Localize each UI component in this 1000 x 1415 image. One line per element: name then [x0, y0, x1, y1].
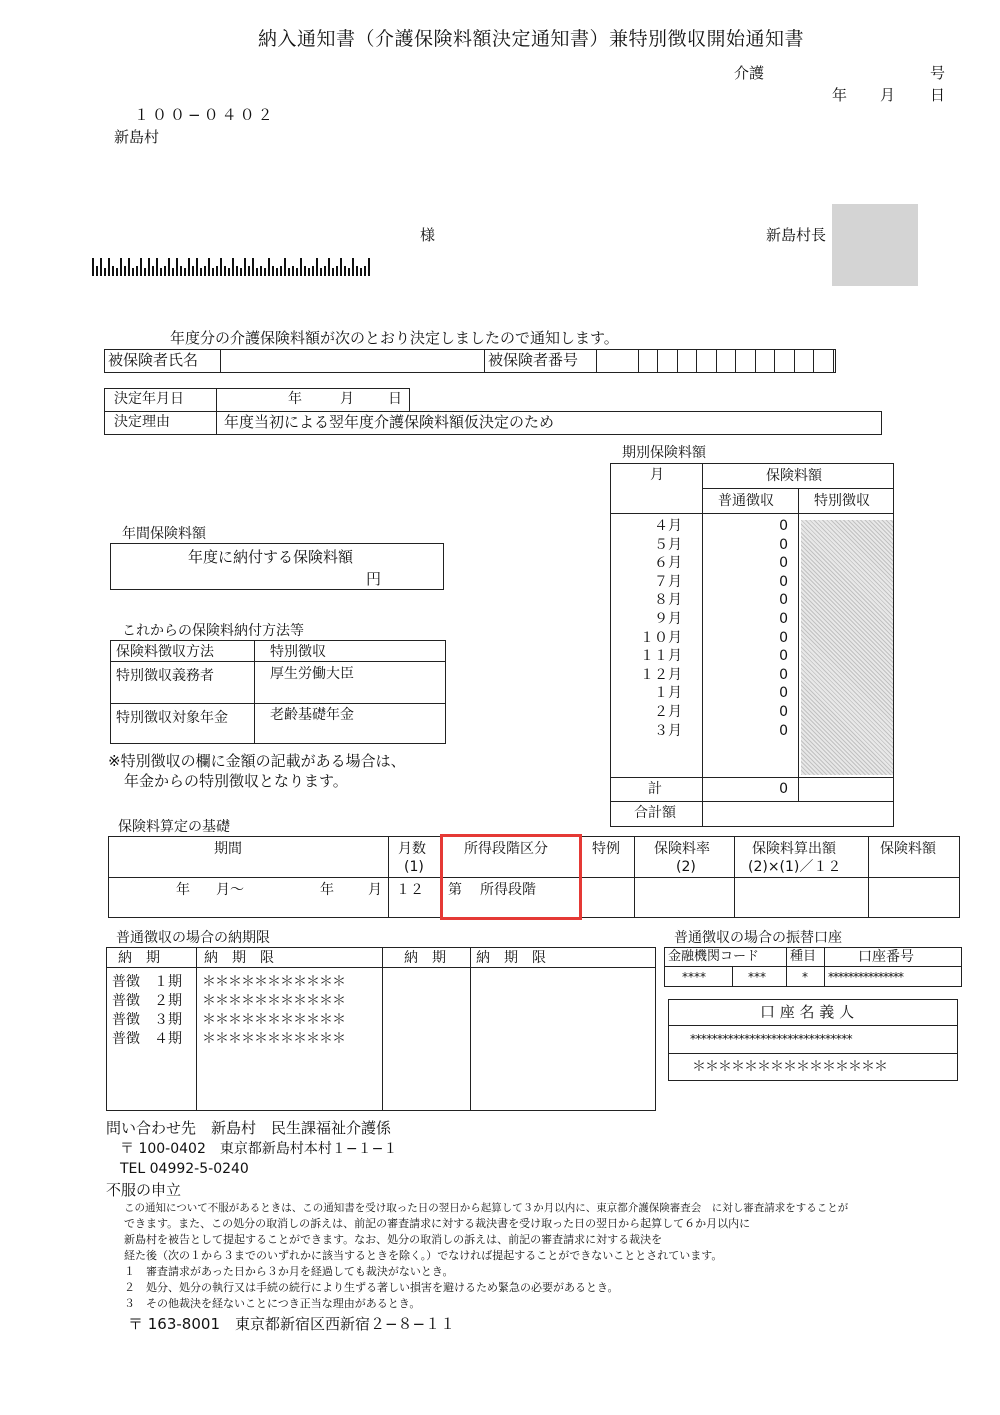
decision-date-tsuki: 月: [340, 391, 354, 407]
periodic-col-special: 特別徴収: [814, 493, 870, 509]
annual-section-label: 年間保険料額: [122, 526, 206, 542]
periodic-section-label: 期別保険料額: [622, 445, 706, 461]
payment-note-1: ※特別徴収の欄に金額の記載がある場合は、: [108, 752, 406, 770]
appeal-line-4: 経た後（次の１から３までのいずれかに該当するときを除く。）でなければ提起することができないこととされています。: [124, 1249, 723, 1263]
gou-label: 号: [930, 64, 946, 82]
deadline-period-2: 普徴 ２期: [112, 993, 182, 1009]
periodic-col-premium: 保険料額: [766, 468, 822, 484]
header-date-tsuki: 月: [880, 86, 896, 104]
periodic-month-label: ６月: [654, 555, 682, 572]
payment-row-label-3: 特別徴収対象年金: [116, 710, 228, 726]
periodic-month-label: ８月: [654, 592, 682, 609]
postal-code: １００−０４０２: [134, 106, 276, 124]
appeal-title: 不服の申立: [106, 1181, 182, 1199]
intro-text: 年度分の介護保険料額が次のとおり決定しましたので通知します。: [170, 329, 619, 347]
periodic-month-label: ３月: [654, 722, 682, 739]
account-col-type: 種目: [790, 949, 817, 964]
village-name: 新島村: [114, 128, 160, 146]
basis-col-calc: 保険料算出額: [752, 841, 836, 857]
deadlines-table: [106, 947, 656, 1111]
document-title: 納入通知書（介護保険料額決定通知書）兼特別徴収開始通知書: [258, 28, 805, 50]
deadline-date-2: ＊＊＊＊＊＊＊＊＊＊＊: [202, 993, 345, 1009]
annual-row-label: 年度に納付する保険料額: [188, 548, 354, 566]
periodic-normal-value: 0: [779, 555, 788, 572]
decision-date-nen: 年: [288, 391, 302, 407]
periodic-normal-value: 0: [779, 722, 788, 739]
deadlines-col-nouki2: 納 期: [404, 950, 446, 966]
basis-row-nen2: 年: [320, 882, 334, 898]
periodic-normal-value: 0: [779, 648, 788, 665]
basis-col-special: 特例: [592, 841, 620, 857]
payment-note-2: 年金からの特別徴収となります。: [124, 772, 348, 790]
periodic-month-label: ２月: [654, 704, 682, 720]
income-level-highlight: [440, 834, 582, 920]
appeal-line-7: ３ その他裁決を経ないことにつき正当な理由があるとき。: [124, 1296, 421, 1310]
basis-col-period: 期間: [214, 841, 242, 857]
appeal-line-3: 新島村を被告として提起することができます。なお、処分の取消しの訴えは、前記の審査請求に対する裁決を: [124, 1233, 663, 1247]
header-date-nen: 年: [832, 86, 848, 104]
insured-name-label: 被保険者氏名: [108, 351, 199, 369]
payment-row-label-1: 保険料徴収方法: [116, 644, 214, 660]
basis-col-premium: 保険料額: [880, 841, 936, 857]
basis-col-income: 所得段階区分: [464, 841, 548, 857]
deadlines-col-nouki: 納 期: [118, 950, 160, 966]
basis-row-tsuki2: 月: [368, 882, 382, 898]
decision-date-hi: 日: [388, 391, 402, 407]
account-bank-val1: ****: [682, 970, 706, 984]
appeal-line-6: ２ 処分、処分の執行又は手続の続行により生ずる著しい損害を避けるため緊急の必要があるとき。: [124, 1280, 619, 1294]
deadline-period-4: 普徴 ４期: [112, 1031, 182, 1047]
periodic-col-normal: 普通徴収: [718, 493, 774, 509]
basis-row-nen1: 年: [176, 882, 190, 898]
appeal-line-1: この通知について不服があるときは、この通知書を受け取った日の翌日から起算して３か月以内に、東京都介護保険審査会 に対し審査請求をすることが: [124, 1202, 849, 1214]
periodic-month-label: １１月: [640, 648, 682, 665]
decision-reason-value: 年度当初による翌年度介護保険料額仮決定のため: [224, 413, 555, 431]
account-bank-val2: ***: [748, 970, 766, 984]
payment-section-label: これからの保険料納付方法等: [122, 623, 304, 639]
periodic-normal-value: 0: [779, 704, 788, 720]
periodic-month-label: ９月: [654, 611, 682, 627]
postal-barcode: [92, 258, 370, 276]
account-holder-line2: ＊＊＊＊＊＊＊＊＊＊＊＊＊＊＊: [692, 1059, 887, 1075]
kaigo-label: 介護: [734, 64, 765, 82]
periodic-col-month: 月: [650, 467, 664, 483]
mayor-label: 新島村長: [766, 226, 827, 244]
periodic-month-label: ５月: [654, 536, 682, 553]
basis-col-rate-sub: (2): [676, 859, 696, 875]
contact-label: 問い合わせ先 新島村 民生課福祉介護係: [106, 1119, 392, 1137]
basis-col-months: 月数: [398, 841, 426, 857]
decision-reason-label: 決定理由: [114, 414, 170, 430]
account-col-bank: 金融機関コード: [668, 949, 760, 964]
payment-row-label-2: 特別徴収義務者: [116, 668, 214, 684]
payment-row-value-2: 厚生労働大臣: [270, 666, 354, 682]
periodic-normal-value: 0: [779, 573, 788, 590]
account-type-val: *: [802, 970, 808, 984]
basis-section-label: 保険料算定の基礎: [118, 819, 230, 835]
account-section-label: 普通徴収の場合の振替口座: [674, 930, 842, 946]
basis-row-tsuki1: 月〜: [216, 882, 244, 898]
periodic-total-label: 計: [648, 781, 662, 797]
account-number-val: ***************: [828, 970, 903, 984]
periodic-normal-value: 0: [779, 685, 788, 702]
appeal-line-5: １ 審査請求があった日から３か月を経過しても裁決がないとき。: [124, 1265, 454, 1279]
basis-col-months-sub: (1): [404, 859, 424, 875]
deadlines-col-kigen: 納 期 限: [204, 950, 274, 966]
periodic-normal-value: 0: [779, 666, 788, 683]
periodic-month-label: １２月: [640, 666, 682, 683]
periodic-normal-value: 0: [779, 518, 788, 534]
appeal-line-2: できます。また、この処分の取消しの訴えは、前記の審査請求に対する裁決書を受け取った日の翌日から起算して６か月以内に: [124, 1217, 751, 1231]
annual-yen: 円: [366, 570, 382, 588]
appeal-text: [124, 1201, 964, 1312]
insured-row: [104, 349, 836, 373]
basis-row-income: 所得段階: [480, 882, 536, 898]
deadline-period-1: 普徴 １期: [112, 974, 182, 990]
periodic-normal-value: 0: [779, 592, 788, 609]
periodic-normal-value: 0: [779, 629, 788, 646]
appeal-address: 〒 163-8001 東京都新宿区西新宿２−８−１１: [128, 1315, 456, 1333]
account-holder-line1: ******************************: [690, 1032, 853, 1046]
account-col-number: 口座番号: [858, 949, 914, 965]
payment-row-value-1: 特別徴収: [270, 644, 326, 660]
periodic-total-value: 0: [779, 781, 788, 797]
basis-row-dai: 第: [448, 882, 462, 898]
special-column-shading: [801, 520, 893, 775]
honorific-sama: 様: [420, 226, 436, 244]
periodic-grand-total-label: 合計額: [634, 805, 676, 821]
basis-col-rate: 保険料率: [654, 841, 710, 857]
basis-col-calc-sub: (2)×(1)／１２: [748, 859, 842, 875]
insured-number-label: 被保険者番号: [488, 351, 579, 369]
header-date-hi: 日: [930, 86, 946, 104]
deadline-period-3: 普徴 ３期: [112, 1012, 182, 1028]
account-holder-label: 口 座 名 義 人: [760, 1003, 855, 1021]
deadline-date-3: ＊＊＊＊＊＊＊＊＊＊＊: [202, 1012, 345, 1028]
payment-row-value-3: 老齢基礎年金: [270, 707, 354, 723]
periodic-month-label: １０月: [640, 629, 682, 646]
mayor-seal: [832, 204, 918, 286]
deadline-date-1: ＊＊＊＊＊＊＊＊＊＊＊: [202, 974, 345, 990]
deadline-date-4: ＊＊＊＊＊＊＊＊＊＊＊: [202, 1031, 345, 1047]
periodic-month-label: ７月: [654, 573, 682, 590]
periodic-month-label: ４月: [654, 518, 682, 534]
periodic-normal-value: 0: [779, 611, 788, 627]
contact-tel: TEL 04992-5-0240: [120, 1161, 249, 1177]
deadlines-section-label: 普通徴収の場合の納期限: [116, 930, 270, 946]
contact-address: 〒 100-0402 東京都新島村本村１−１−１: [120, 1141, 398, 1157]
basis-row-months: １２: [396, 882, 424, 898]
decision-date-label: 決定年月日: [114, 391, 184, 407]
deadlines-col-kigen2: 納 期 限: [476, 950, 546, 966]
periodic-month-label: １月: [654, 685, 682, 702]
periodic-normal-value: 0: [779, 536, 788, 553]
